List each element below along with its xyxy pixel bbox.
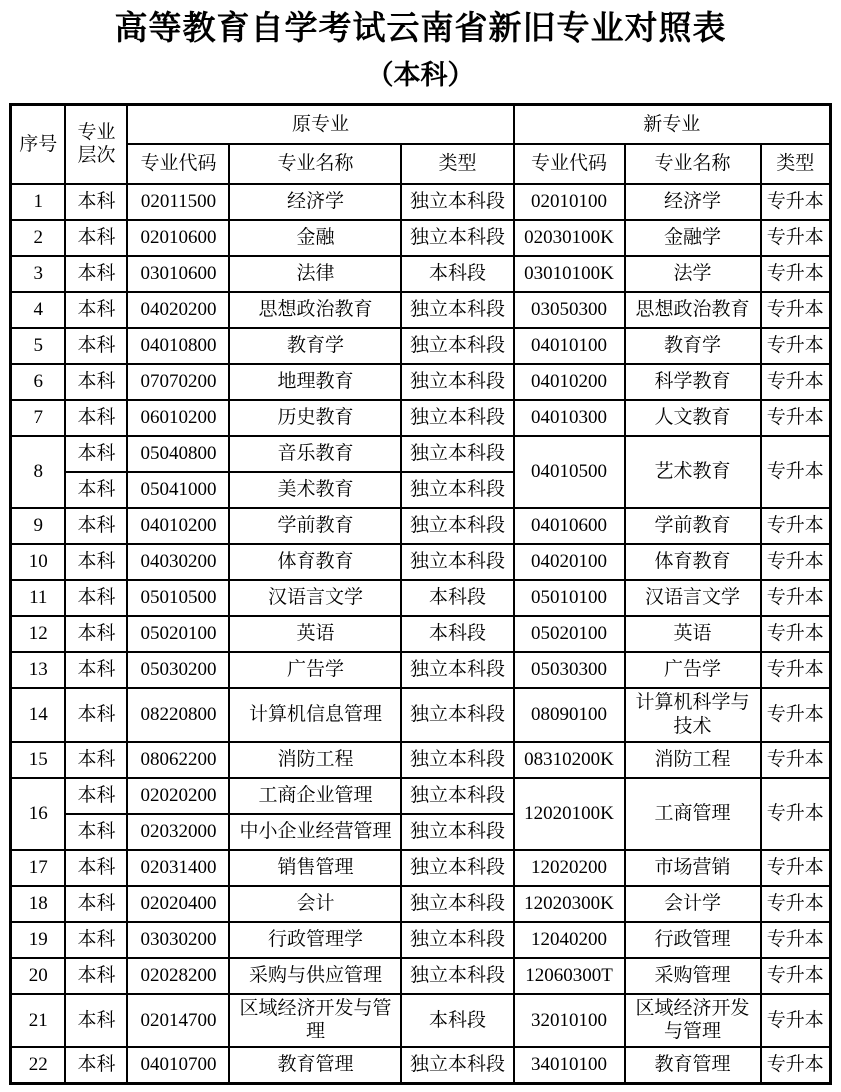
new-code-cell: 05030300 <box>514 652 625 688</box>
old-code-cell: 05041000 <box>127 472 229 508</box>
old-code-cell: 05020100 <box>127 616 229 652</box>
seq-cell: 12 <box>10 616 65 652</box>
old-code-cell: 03010600 <box>127 256 229 292</box>
old-code-cell: 06010200 <box>127 400 229 436</box>
new-type-cell: 专升本 <box>761 850 831 886</box>
new-type-cell: 专升本 <box>761 958 831 994</box>
seq-cell: 17 <box>10 850 65 886</box>
new-code-cell: 02010100 <box>514 184 625 220</box>
table-body <box>10 184 830 1083</box>
header-old-name: 专业名称 <box>229 144 401 184</box>
new-type-cell: 专升本 <box>761 1047 831 1083</box>
table-row <box>10 616 830 652</box>
new-name-cell: 消防工程 <box>625 742 761 778</box>
old-code-cell: 02011500 <box>127 184 229 220</box>
new-type-cell: 专升本 <box>761 688 831 742</box>
level-cell: 本科 <box>65 400 127 436</box>
new-type-cell: 专升本 <box>761 778 831 850</box>
old-code-cell: 02014700 <box>127 994 229 1048</box>
old-type-cell: 本科段 <box>401 580 513 616</box>
level-cell: 本科 <box>65 580 127 616</box>
new-code-cell: 04010500 <box>514 436 625 508</box>
old-code-cell: 02032000 <box>127 814 229 850</box>
level-cell: 本科 <box>65 508 127 544</box>
seq-cell: 16 <box>10 778 65 850</box>
seq-cell: 6 <box>10 364 65 400</box>
seq-cell: 19 <box>10 922 65 958</box>
table-row <box>10 364 830 400</box>
new-type-cell: 专升本 <box>761 508 831 544</box>
level-cell: 本科 <box>65 922 127 958</box>
new-name-cell: 人文教育 <box>625 400 761 436</box>
old-name-cell: 会计 <box>229 886 401 922</box>
old-code-cell: 02010600 <box>127 220 229 256</box>
level-cell: 本科 <box>65 814 127 850</box>
old-name-cell: 地理教育 <box>229 364 401 400</box>
table-row <box>10 256 830 292</box>
seq-cell: 3 <box>10 256 65 292</box>
old-name-cell: 区域经济开发与管理 <box>229 994 401 1048</box>
level-cell: 本科 <box>65 220 127 256</box>
new-type-cell: 专升本 <box>761 922 831 958</box>
old-code-cell: 04010700 <box>127 1047 229 1083</box>
level-cell: 本科 <box>65 994 127 1048</box>
table-row <box>10 508 830 544</box>
level-cell: 本科 <box>65 436 127 472</box>
seq-cell: 5 <box>10 328 65 364</box>
header-level: 专业层次 <box>65 104 127 184</box>
old-name-cell: 美术教育 <box>229 472 401 508</box>
new-name-cell: 广告学 <box>625 652 761 688</box>
new-code-cell: 03010100K <box>514 256 625 292</box>
level-cell: 本科 <box>65 886 127 922</box>
table-row <box>10 688 830 742</box>
table-row <box>10 328 830 364</box>
new-type-cell: 专升本 <box>761 544 831 580</box>
new-name-cell: 区域经济开发与管理 <box>625 994 761 1048</box>
new-type-cell: 专升本 <box>761 220 831 256</box>
table-row <box>10 652 830 688</box>
table-row <box>10 184 830 220</box>
old-name-cell: 消防工程 <box>229 742 401 778</box>
header-row-columns <box>10 144 830 184</box>
new-code-cell: 32010100 <box>514 994 625 1048</box>
level-cell: 本科 <box>65 688 127 742</box>
new-code-cell: 12020300K <box>514 886 625 922</box>
old-name-cell: 历史教育 <box>229 400 401 436</box>
old-type-cell: 独立本科段 <box>401 292 513 328</box>
old-type-cell: 独立本科段 <box>401 184 513 220</box>
old-name-cell: 教育管理 <box>229 1047 401 1083</box>
old-type-cell: 独立本科段 <box>401 472 513 508</box>
header-new-type: 类型 <box>761 144 831 184</box>
new-name-cell: 艺术教育 <box>625 436 761 508</box>
new-code-cell: 12040200 <box>514 922 625 958</box>
table-row <box>10 1047 830 1083</box>
old-type-cell: 独立本科段 <box>401 850 513 886</box>
new-type-cell: 专升本 <box>761 292 831 328</box>
old-name-cell: 计算机信息管理 <box>229 688 401 742</box>
new-type-cell: 专升本 <box>761 256 831 292</box>
seq-cell: 7 <box>10 400 65 436</box>
new-name-cell: 工商管理 <box>625 778 761 850</box>
table-row <box>10 220 830 256</box>
old-name-cell: 金融 <box>229 220 401 256</box>
new-type-cell: 专升本 <box>761 652 831 688</box>
old-type-cell: 独立本科段 <box>401 742 513 778</box>
old-code-cell: 04010200 <box>127 508 229 544</box>
old-name-cell: 中小企业经营管理 <box>229 814 401 850</box>
table-row <box>10 544 830 580</box>
document-title: 高等教育自学考试云南省新旧专业对照表 <box>114 11 727 47</box>
old-type-cell: 独立本科段 <box>401 886 513 922</box>
seq-cell: 18 <box>10 886 65 922</box>
header-new-code: 专业代码 <box>514 144 625 184</box>
new-code-cell: 08090100 <box>514 688 625 742</box>
new-type-cell: 专升本 <box>761 184 831 220</box>
new-code-cell: 04010300 <box>514 400 625 436</box>
table-row <box>10 292 830 328</box>
new-name-cell: 英语 <box>625 616 761 652</box>
old-code-cell: 03030200 <box>127 922 229 958</box>
table-row <box>10 742 830 778</box>
new-name-cell: 汉语言文学 <box>625 580 761 616</box>
old-type-cell: 本科段 <box>401 616 513 652</box>
new-name-cell: 学前教育 <box>625 508 761 544</box>
old-code-cell: 08062200 <box>127 742 229 778</box>
seq-cell: 2 <box>10 220 65 256</box>
old-type-cell: 独立本科段 <box>401 814 513 850</box>
new-code-cell: 04010600 <box>514 508 625 544</box>
new-code-cell: 08310200K <box>514 742 625 778</box>
seq-cell: 14 <box>10 688 65 742</box>
new-code-cell: 04010200 <box>514 364 625 400</box>
level-cell: 本科 <box>65 958 127 994</box>
new-type-cell: 专升本 <box>761 400 831 436</box>
level-cell: 本科 <box>65 364 127 400</box>
old-name-cell: 汉语言文学 <box>229 580 401 616</box>
old-type-cell: 独立本科段 <box>401 328 513 364</box>
new-name-cell: 思想政治教育 <box>625 292 761 328</box>
old-type-cell: 独立本科段 <box>401 688 513 742</box>
old-type-cell: 独立本科段 <box>401 1047 513 1083</box>
new-name-cell: 法学 <box>625 256 761 292</box>
old-type-cell: 本科段 <box>401 256 513 292</box>
old-code-cell: 04020200 <box>127 292 229 328</box>
table-row <box>10 400 830 436</box>
level-cell: 本科 <box>65 742 127 778</box>
old-code-cell: 04030200 <box>127 544 229 580</box>
table-row <box>10 886 830 922</box>
new-type-cell: 专升本 <box>761 580 831 616</box>
new-name-cell: 教育学 <box>625 328 761 364</box>
old-name-cell: 经济学 <box>229 184 401 220</box>
old-type-cell: 独立本科段 <box>401 778 513 814</box>
old-name-cell: 工商企业管理 <box>229 778 401 814</box>
document-subtitle: （本科） <box>366 59 475 90</box>
header-old-group: 原专业 <box>127 104 513 144</box>
level-cell: 本科 <box>65 778 127 814</box>
seq-cell: 8 <box>10 436 65 508</box>
seq-cell: 21 <box>10 994 65 1048</box>
new-code-cell: 04020100 <box>514 544 625 580</box>
new-code-cell: 05010100 <box>514 580 625 616</box>
level-cell: 本科 <box>65 472 127 508</box>
old-code-cell: 05040800 <box>127 436 229 472</box>
header-new-name: 专业名称 <box>625 144 761 184</box>
new-type-cell: 专升本 <box>761 886 831 922</box>
seq-cell: 11 <box>10 580 65 616</box>
seq-cell: 22 <box>10 1047 65 1083</box>
new-code-cell: 02030100K <box>514 220 625 256</box>
table-row <box>10 580 830 616</box>
level-cell: 本科 <box>65 328 127 364</box>
new-name-cell: 会计学 <box>625 886 761 922</box>
seq-cell: 15 <box>10 742 65 778</box>
new-code-cell: 05020100 <box>514 616 625 652</box>
header-new-group: 新专业 <box>514 104 831 144</box>
level-cell: 本科 <box>65 616 127 652</box>
level-cell: 本科 <box>65 652 127 688</box>
header-old-type: 类型 <box>401 144 513 184</box>
old-name-cell: 思想政治教育 <box>229 292 401 328</box>
header-row-groups <box>10 104 830 144</box>
new-name-cell: 金融学 <box>625 220 761 256</box>
seq-cell: 1 <box>10 184 65 220</box>
seq-cell: 4 <box>10 292 65 328</box>
new-name-cell: 教育管理 <box>625 1047 761 1083</box>
old-name-cell: 广告学 <box>229 652 401 688</box>
old-code-cell: 02020200 <box>127 778 229 814</box>
old-type-cell: 独立本科段 <box>401 652 513 688</box>
old-type-cell: 独立本科段 <box>401 220 513 256</box>
table-row <box>10 850 830 886</box>
new-name-cell: 采购管理 <box>625 958 761 994</box>
old-code-cell: 02020400 <box>127 886 229 922</box>
table-row <box>10 436 830 472</box>
seq-cell: 10 <box>10 544 65 580</box>
old-code-cell: 05030200 <box>127 652 229 688</box>
old-code-cell: 07070200 <box>127 364 229 400</box>
old-type-cell: 独立本科段 <box>401 958 513 994</box>
old-code-cell: 05010500 <box>127 580 229 616</box>
table-row <box>10 958 830 994</box>
old-name-cell: 英语 <box>229 616 401 652</box>
old-name-cell: 体育教育 <box>229 544 401 580</box>
seq-cell: 20 <box>10 958 65 994</box>
new-type-cell: 专升本 <box>761 328 831 364</box>
old-type-cell: 独立本科段 <box>401 922 513 958</box>
new-name-cell: 体育教育 <box>625 544 761 580</box>
old-name-cell: 销售管理 <box>229 850 401 886</box>
table-row <box>10 778 830 814</box>
old-type-cell: 独立本科段 <box>401 508 513 544</box>
level-cell: 本科 <box>65 850 127 886</box>
new-code-cell: 12020200 <box>514 850 625 886</box>
old-code-cell: 04010800 <box>127 328 229 364</box>
level-cell: 本科 <box>65 292 127 328</box>
old-type-cell: 独立本科段 <box>401 544 513 580</box>
old-name-cell: 教育学 <box>229 328 401 364</box>
old-name-cell: 音乐教育 <box>229 436 401 472</box>
new-type-cell: 专升本 <box>761 616 831 652</box>
old-type-cell: 独立本科段 <box>401 364 513 400</box>
level-cell: 本科 <box>65 184 127 220</box>
new-type-cell: 专升本 <box>761 436 831 508</box>
header-old-code: 专业代码 <box>127 144 229 184</box>
old-type-cell: 独立本科段 <box>401 400 513 436</box>
old-code-cell: 02031400 <box>127 850 229 886</box>
new-code-cell: 03050300 <box>514 292 625 328</box>
new-type-cell: 专升本 <box>761 364 831 400</box>
new-type-cell: 专升本 <box>761 742 831 778</box>
header-seq: 序号 <box>10 104 65 184</box>
old-type-cell: 本科段 <box>401 994 513 1048</box>
new-name-cell: 科学教育 <box>625 364 761 400</box>
old-name-cell: 行政管理学 <box>229 922 401 958</box>
new-code-cell: 34010100 <box>514 1047 625 1083</box>
level-cell: 本科 <box>65 256 127 292</box>
old-code-cell: 02028200 <box>127 958 229 994</box>
new-name-cell: 计算机科学与技术 <box>625 688 761 742</box>
new-code-cell: 04010100 <box>514 328 625 364</box>
old-type-cell: 独立本科段 <box>401 436 513 472</box>
table-row <box>10 922 830 958</box>
level-cell: 本科 <box>65 1047 127 1083</box>
old-name-cell: 法律 <box>229 256 401 292</box>
old-code-cell: 08220800 <box>127 688 229 742</box>
seq-cell: 13 <box>10 652 65 688</box>
new-type-cell: 专升本 <box>761 994 831 1048</box>
new-name-cell: 经济学 <box>625 184 761 220</box>
table-header <box>10 104 830 184</box>
major-comparison-table <box>9 103 832 1085</box>
new-code-cell: 12020100K <box>514 778 625 850</box>
new-name-cell: 行政管理 <box>625 922 761 958</box>
new-code-cell: 12060300T <box>514 958 625 994</box>
level-cell: 本科 <box>65 544 127 580</box>
old-name-cell: 采购与供应管理 <box>229 958 401 994</box>
table-row <box>10 994 830 1048</box>
new-name-cell: 市场营销 <box>625 850 761 886</box>
old-name-cell: 学前教育 <box>229 508 401 544</box>
seq-cell: 9 <box>10 508 65 544</box>
